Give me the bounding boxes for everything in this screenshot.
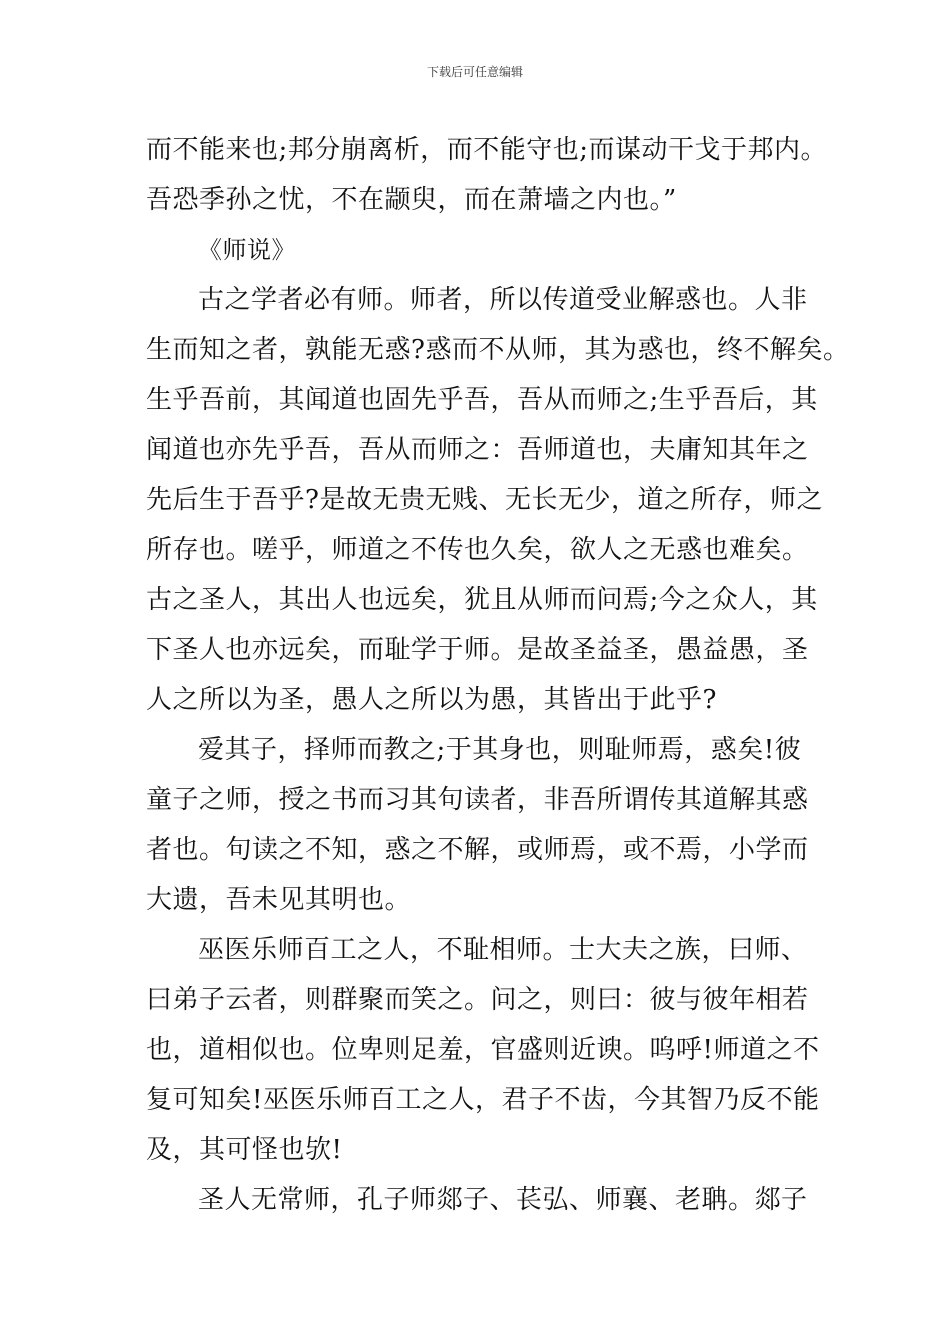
text-line: 也，道相似也。位卑则足羞，官盛则近谀。呜呼!师道之不	[146, 1035, 820, 1065]
text-line: 大遗，吾未见其明也。	[146, 885, 412, 915]
text-line: 吾恐季孙之忧，不在颛臾，而在萧墙之内也。”	[146, 185, 677, 215]
text-line: 及，其可怪也欤!	[146, 1135, 343, 1165]
text-line: 生乎吾前，其闻道也固先乎吾，吾从而师之;生乎吾后，其	[146, 385, 818, 415]
page-header: 下载后可任意编辑	[426, 65, 523, 79]
text-line: 闻道也亦先乎吾，吾从而师之：吾师道也，夫庸知其年之	[146, 435, 809, 465]
text-line: 巫医乐师百工之人，不耻相师。士大夫之族，曰师、	[198, 935, 808, 965]
text-line: 圣人无常师，孔子师郯子、苌弘、师襄、老聃。郯子	[198, 1185, 808, 1215]
text-line: 先后生于吾乎?是故无贵无贱、无长无少，道之所存，师之	[146, 485, 823, 515]
text-line: 古之学者必有师。师者，所以传道受业解惑也。人非	[198, 285, 808, 315]
text-line: 童子之师，授之书而习其句读者，非吾所谓传其道解其惑	[146, 785, 809, 815]
text-line: 生而知之者，孰能无惑?惑而不从师，其为惑也，终不解矣。	[146, 335, 850, 365]
text-line: 人之所以为圣，愚人之所以为愚，其皆出于此乎?	[146, 685, 717, 715]
section-title: 《师说》	[198, 236, 296, 264]
text-line: 而不能来也;邦分崩离析，而不能守也;而谋动干戈于邦内。	[146, 135, 828, 165]
text-line: 古之圣人，其出人也远矣，犹且从师而问焉;今之众人，其	[146, 585, 818, 615]
text-line: 曰弟子云者，则群聚而笑之。问之，则曰：彼与彼年相若	[146, 985, 809, 1015]
text-line: 所存也。嗟乎，师道之不传也久矣，欲人之无惑也难矣。	[146, 535, 809, 565]
text-line: 者也。句读之不知，惑之不解，或师焉，或不焉，小学而	[146, 835, 809, 865]
text-line: 爱其子，择师而教之;于其身也，则耻师焉，惑矣!彼	[198, 735, 802, 765]
text-line: 复可知矣!巫医乐师百工之人，君子不齿，今其智乃反不能	[146, 1085, 820, 1115]
text-line: 下圣人也亦远矣，而耻学于师。是故圣益圣，愚益愚，圣	[146, 635, 809, 665]
body-text	[146, 125, 850, 1225]
